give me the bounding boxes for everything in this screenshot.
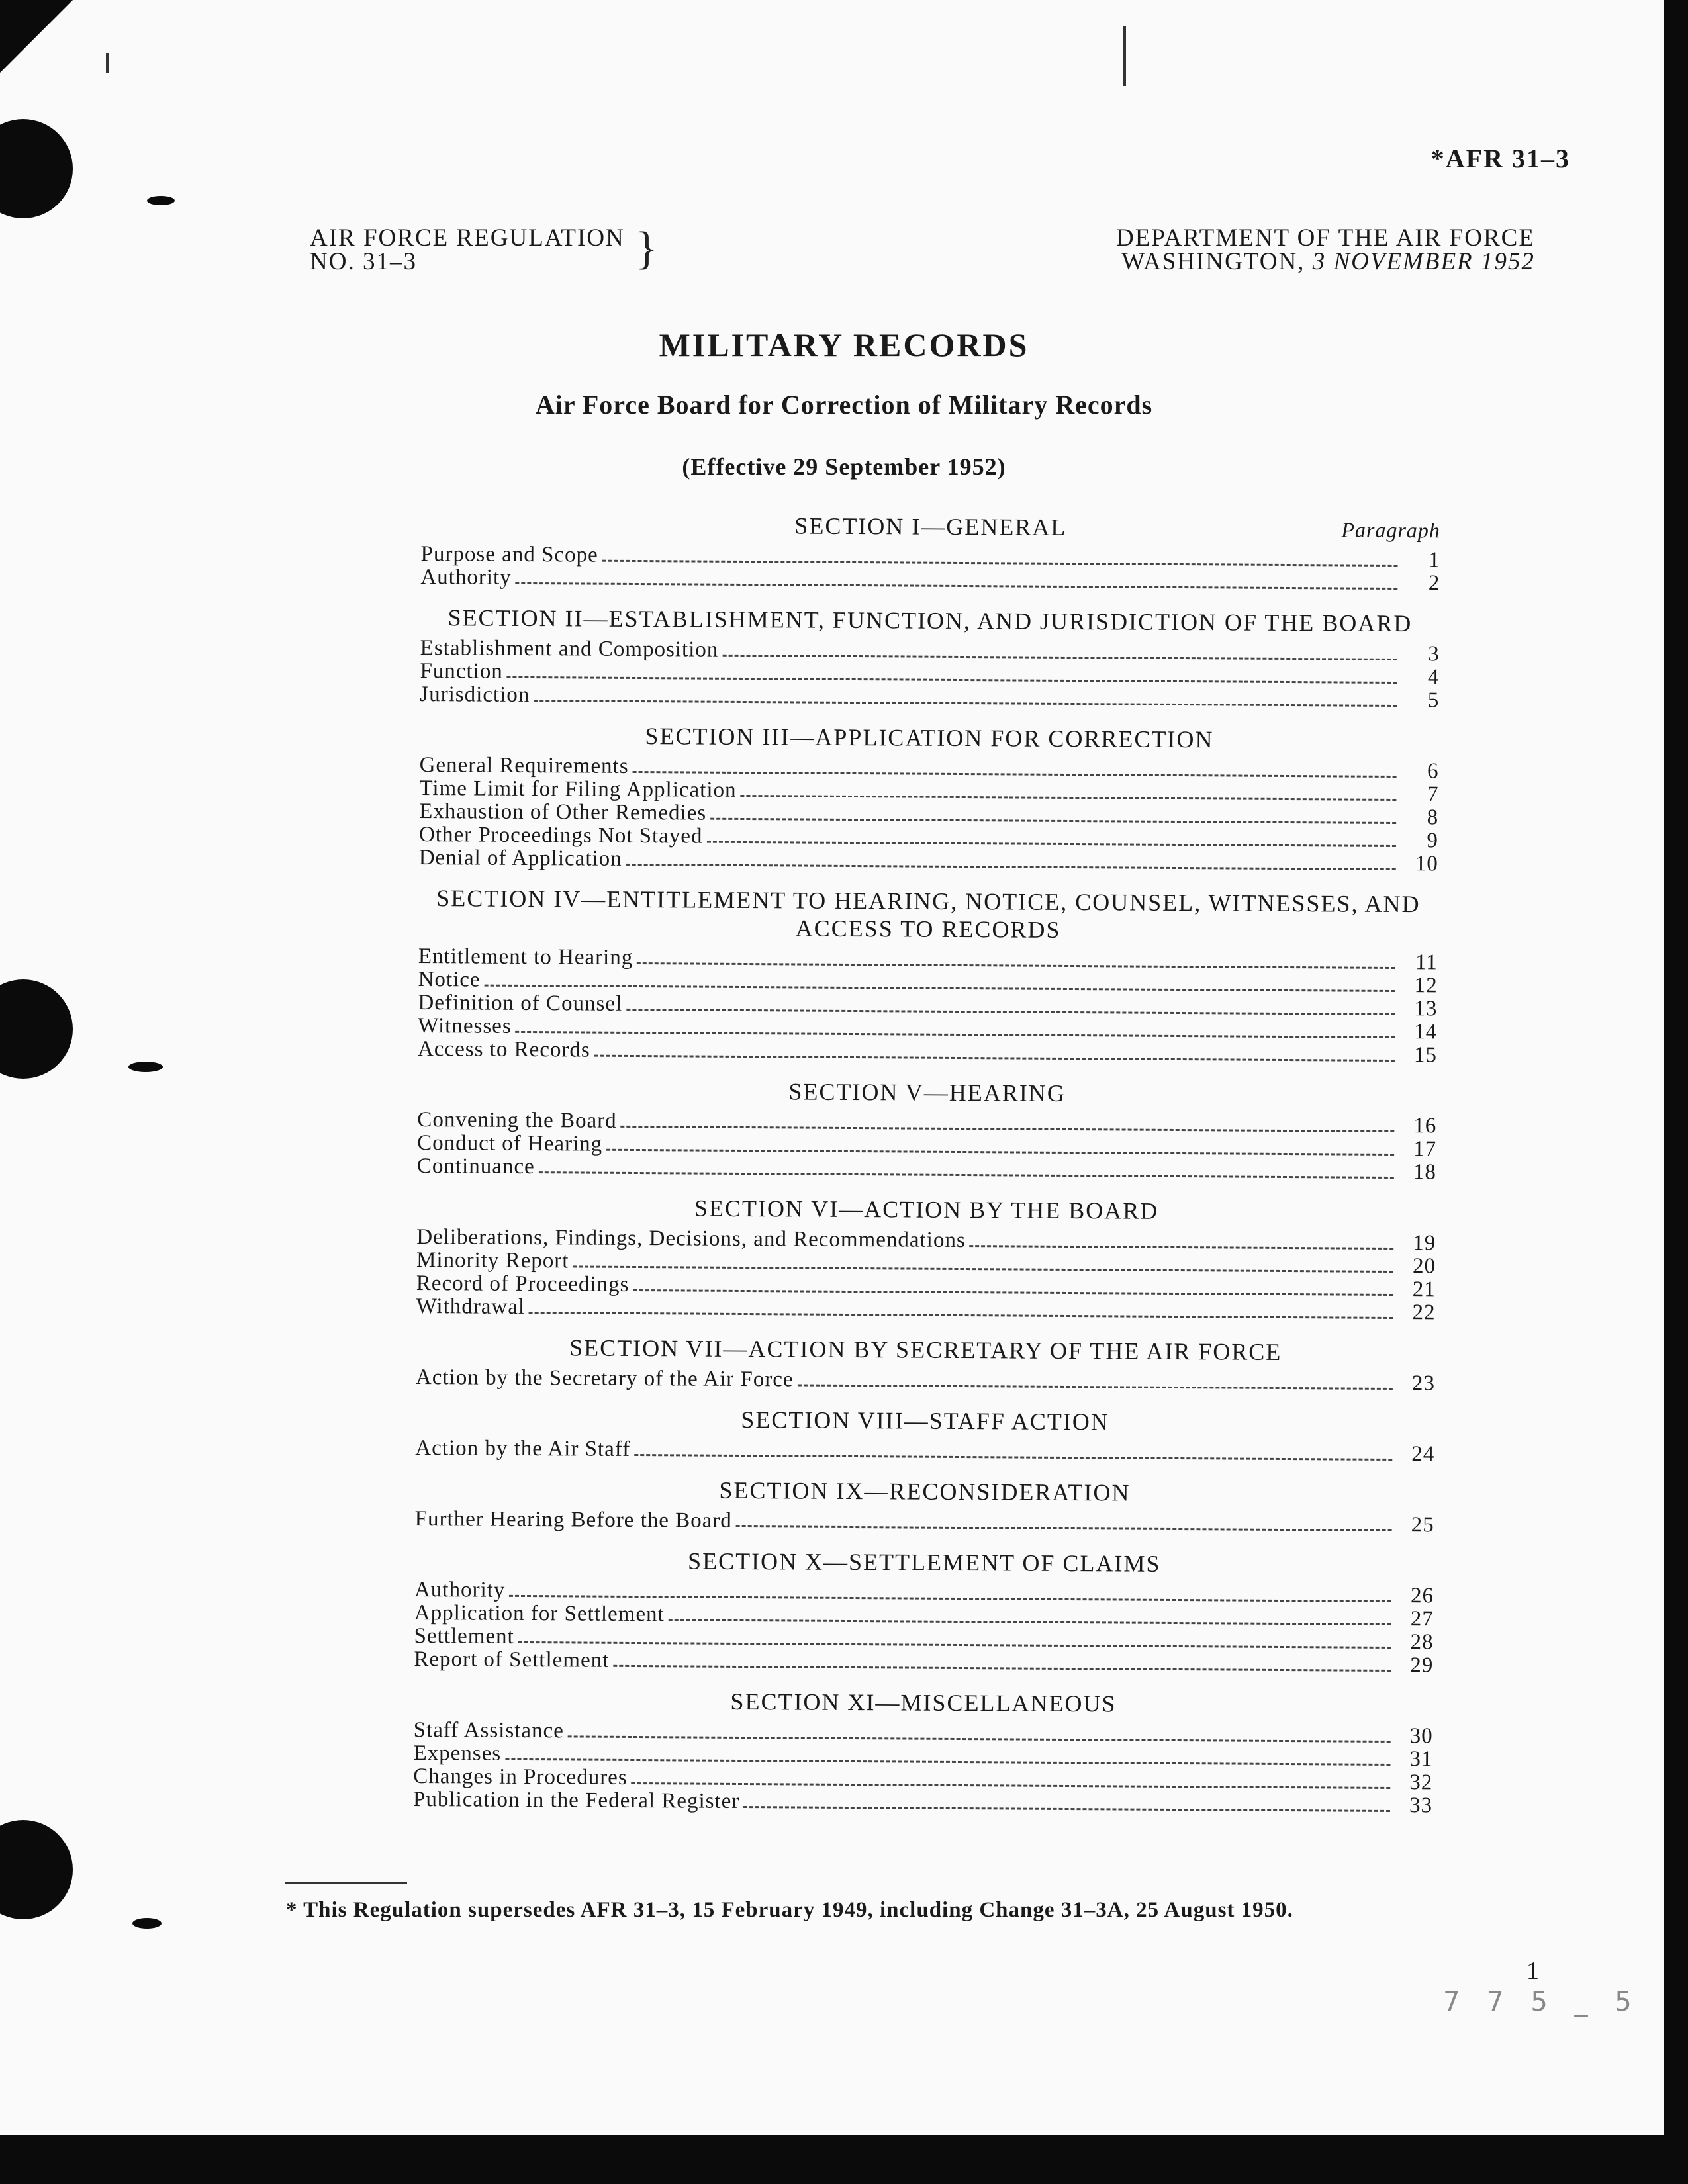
paragraph-number: 26 [1410, 1584, 1434, 1608]
entry-label: Time Limit for Filing Application [419, 776, 737, 802]
paragraph-number: 24 [1411, 1442, 1435, 1467]
paragraph-number: 15 [1413, 1043, 1438, 1068]
dot-leader [633, 771, 1397, 778]
toc-section [416, 1193, 1436, 1324]
entry-label: Conduct of Hearing [417, 1130, 603, 1156]
entry-label: Notice [418, 967, 481, 992]
toc-section [414, 1545, 1434, 1677]
toc-section [415, 1404, 1434, 1466]
dot-leader [529, 1312, 1393, 1319]
entry-label: General Requirements [419, 752, 629, 778]
handwritten-note: 7 7 5 _ 5 [1443, 1987, 1641, 2017]
entry-label: Minority Report [416, 1248, 569, 1273]
paragraph-number: 12 [1414, 974, 1438, 998]
dot-leader [797, 1384, 1392, 1389]
document-number: *AFR 31–3 [1430, 144, 1570, 173]
entry-label: Further Hearing Before the Board [414, 1506, 732, 1533]
paragraph-number: 13 [1414, 997, 1438, 1021]
dot-leader [539, 1171, 1394, 1179]
paragraph-number: 5 [1427, 688, 1440, 713]
toc-entry [416, 1366, 1435, 1395]
paragraph-number: 25 [1411, 1513, 1434, 1537]
footnote-rule [285, 1882, 407, 1884]
paragraph-number: 16 [1413, 1114, 1437, 1138]
paragraph-number: 28 [1410, 1630, 1434, 1655]
dot-leader [602, 560, 1398, 567]
entry-label: Staff Assistance [413, 1717, 564, 1743]
page-number: 1 [1526, 1957, 1539, 1985]
department-location: WASHINGTON, [1121, 248, 1305, 275]
dot-leader [507, 676, 1397, 684]
paragraph-number: 29 [1410, 1653, 1434, 1678]
department-date: 3 NOVEMBER 1952 [1312, 248, 1535, 275]
dot-leader [736, 1525, 1392, 1531]
entry-label: Convening the Board [417, 1107, 617, 1133]
section-title: SECTION VII—ACTION BY SECRETARY OF THE AIR FORCE [569, 1334, 1282, 1365]
toc-section [417, 1075, 1437, 1184]
toc-section [415, 1475, 1434, 1537]
section-title: SECTION XI—MISCELLANEOUS [730, 1688, 1117, 1717]
dot-leader [633, 1289, 1393, 1296]
dot-leader [594, 1055, 1395, 1062]
paragraph-number: 6 [1427, 759, 1439, 784]
paragraph-number: 32 [1409, 1770, 1433, 1795]
entry-label: Purpose and Scope [420, 541, 598, 567]
entry-label: Withdrawal [416, 1294, 526, 1319]
entry-label: Witnesses [418, 1013, 512, 1038]
dot-leader [743, 1806, 1390, 1812]
scan-speck [106, 53, 109, 73]
entry-label: Application for Settlement [414, 1600, 665, 1627]
paragraph-number: 4 [1427, 665, 1440, 690]
dot-leader [613, 1665, 1391, 1672]
dot-leader [710, 818, 1396, 824]
dot-leader [621, 1126, 1395, 1132]
paragraph-number: 27 [1410, 1607, 1434, 1631]
document-subtitle: Air Force Board for Correction of Military Records [535, 390, 1153, 420]
section-title: SECTION VIII—STAFF ACTION [741, 1406, 1109, 1435]
section-title: SECTION III—APPLICATION FOR CORRECTION [645, 723, 1214, 753]
toc-section [416, 1333, 1435, 1395]
effective-date: (Effective 29 September 1952) [682, 453, 1006, 480]
paragraph-number: 7 [1427, 782, 1439, 807]
paragraph-number: 1 [1428, 548, 1440, 572]
entry-label: Other Proceedings Not Stayed [418, 822, 703, 848]
paragraph-number: 21 [1412, 1277, 1436, 1302]
paragraph-number: 14 [1414, 1020, 1438, 1044]
section-title: SECTION IX—RECONSIDERATION [719, 1477, 1131, 1506]
scan-mark [132, 1918, 162, 1929]
dot-leader [634, 1454, 1392, 1461]
paragraph-column-label: Paragraph [1341, 518, 1440, 543]
entry-label: Authority [420, 565, 512, 590]
dot-leader [516, 1031, 1395, 1038]
table-of-contents [413, 510, 1440, 1832]
scan-speck [1123, 26, 1126, 86]
paragraph-number: 2 [1428, 571, 1440, 596]
dot-leader [534, 700, 1397, 707]
dot-leader [518, 1641, 1391, 1649]
paragraph-number: 11 [1415, 950, 1438, 975]
toc-section [413, 1686, 1433, 1817]
dot-leader [516, 582, 1398, 590]
paragraph-number: 33 [1409, 1794, 1433, 1818]
department-location-date [1116, 250, 1535, 274]
brace-glyph: } [635, 223, 658, 274]
entry-label: Establishment and Composition [420, 635, 719, 662]
toc-section [419, 721, 1439, 876]
entry-label: Report of Settlement [414, 1647, 610, 1672]
dot-leader [509, 1595, 1391, 1602]
footnote: * This Regulation supersedes AFR 31–3, 15 February 1949, including Change 31–3A, 25 August 1950. [286, 1898, 1293, 1922]
entry-label: Deliberations, Findings, Decisions, and Recommendations [416, 1224, 966, 1253]
entry-label: Changes in Procedures [413, 1764, 628, 1790]
entry-label: Jurisdiction [420, 682, 530, 707]
toc-entry [415, 1508, 1434, 1537]
dot-leader [626, 1009, 1395, 1015]
paragraph-number: 17 [1413, 1137, 1437, 1161]
regulation-line-1: AIR FORCE REGULATION [310, 224, 625, 251]
paragraph-number: 10 [1415, 852, 1438, 876]
dot-leader [505, 1758, 1390, 1766]
section-title: SECTION V—HEARING [788, 1078, 1066, 1107]
section-title: SECTION IV—ENTITLEMENT TO HEARING, NOTICE, COUNSEL, WITNESSES, AND ACCESS TO RECORDS [436, 885, 1421, 943]
toc-section [420, 510, 1440, 595]
toc-section [420, 604, 1440, 712]
dot-leader [669, 1619, 1391, 1625]
entry-label: Function [420, 659, 503, 684]
paragraph-number: 18 [1413, 1160, 1437, 1185]
dot-leader [970, 1245, 1394, 1250]
document-title: MILITARY RECORDS [659, 326, 1029, 363]
entry-label: Denial of Application [418, 845, 622, 871]
paragraph-number: 22 [1412, 1300, 1436, 1325]
toc-section [418, 884, 1438, 1067]
dot-leader [568, 1735, 1391, 1743]
regulation-line-2: NO. 31–3 [310, 248, 417, 275]
entry-label: Definition of Counsel [418, 990, 623, 1016]
dot-leader [637, 962, 1395, 969]
regulation-designation [310, 226, 625, 274]
dot-leader [722, 655, 1397, 660]
paragraph-number: 20 [1412, 1254, 1436, 1279]
paragraph-number: 8 [1427, 805, 1439, 830]
entry-label: Publication in the Federal Register [412, 1787, 740, 1813]
paragraph-number: 30 [1409, 1724, 1433, 1749]
dot-leader [573, 1265, 1393, 1273]
dot-leader [706, 841, 1395, 847]
department-block [1116, 226, 1535, 274]
section-title: SECTION X—SETTLEMENT OF CLAIMS [687, 1547, 1161, 1577]
dot-leader [632, 1782, 1391, 1789]
entry-label: Action by the Secretary of the Air Force [415, 1365, 794, 1392]
department-name: DEPARTMENT OF THE AIR FORCE [1116, 224, 1535, 251]
entry-label: Expenses [413, 1741, 502, 1766]
section-title: SECTION I—GENERAL [794, 512, 1067, 541]
entry-label: Continuance [416, 1154, 535, 1179]
entry-label: Action by the Air Staff [415, 1435, 631, 1461]
entry-label: Record of Proceedings [416, 1271, 630, 1297]
entry-label: Authority [414, 1577, 506, 1602]
dot-leader [626, 864, 1396, 870]
dot-leader [740, 795, 1396, 801]
paragraph-number: 31 [1409, 1747, 1433, 1772]
paragraph-number: 9 [1427, 829, 1439, 853]
scan-mark [147, 196, 175, 205]
toc-entry [415, 1437, 1434, 1466]
entry-label: Access to Records [417, 1036, 590, 1062]
entry-label: Exhaustion of Other Remedies [419, 799, 707, 825]
paragraph-number: 19 [1413, 1231, 1436, 1255]
entry-label: Entitlement to Hearing [418, 944, 633, 970]
section-title: SECTION VI—ACTION BY THE BOARD [694, 1195, 1159, 1224]
scan-mark [128, 1062, 163, 1072]
dot-leader [606, 1149, 1394, 1156]
entry-label: Settlement [414, 1623, 514, 1649]
section-title: SECTION II—ESTABLISHMENT, FUNCTION, AND JURISDICTION OF THE BOARD [447, 604, 1413, 637]
dot-leader [485, 985, 1395, 992]
paragraph-number: 23 [1411, 1371, 1436, 1396]
paragraph-number: 3 [1428, 642, 1440, 666]
